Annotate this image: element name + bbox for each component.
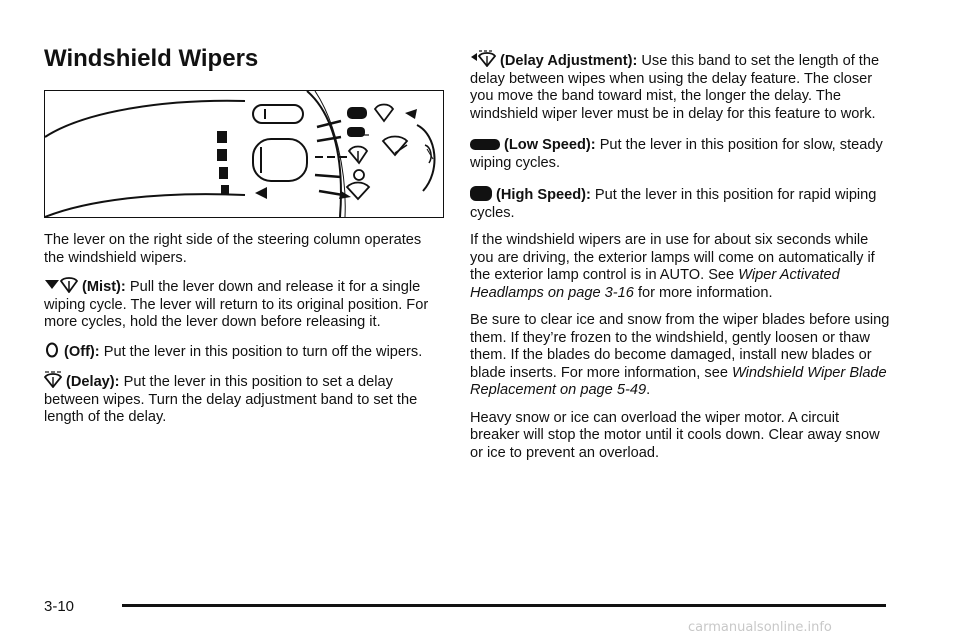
delay-text: Put the lever in this position to set a delay between wipes. Turn the delay adjustment band to set the length of the delay.	[44, 374, 418, 425]
high-speed-label: (High Speed):	[496, 187, 591, 203]
delay-adjust-icon	[470, 50, 496, 67]
ice-snow-paragraph	[470, 312, 890, 400]
delay-wiper-icon	[44, 371, 62, 388]
high-speed-text: Put the lever in this position for rapid wiping cycles.	[470, 187, 877, 221]
delay-adjustment-text: Use this band to set the length of the delay between wipes when using the delay feature. The closer you move the band toward mist, the longer the delay. The windshield wiper lever must be in delay for this feature to work.	[470, 53, 880, 122]
delay-adjustment-paragraph	[470, 50, 890, 123]
delay-paragraph	[44, 371, 444, 427]
auto-headlamps-paragraph	[470, 232, 890, 302]
delay-label: (Delay):	[66, 374, 120, 390]
low-speed-text: Put the lever in this position for slow, steady wiping cycles.	[470, 137, 883, 171]
high-speed-paragraph	[470, 186, 890, 222]
overload-paragraph: Heavy snow or ice can overload the wiper motor. A circuit breaker will stop the motor until it cools down. Clear away snow or ice to prevent an overload.	[470, 409, 880, 461]
low-speed-bar-icon	[470, 138, 500, 151]
off-circle-icon	[44, 342, 60, 358]
mist-label: (Mist):	[82, 279, 126, 295]
off-label: (Off):	[64, 343, 100, 360]
wiper-lever-drawing	[45, 91, 443, 217]
off-paragraph	[44, 342, 444, 362]
auto-text-after: for more information.	[633, 284, 773, 301]
mist-paragraph	[44, 277, 444, 332]
ice-text-before: Be sure to clear ice and snow from the wiper blades before using them. If they’re frozen to the windshield, gently loosen or thaw them. If the blades do become damaged, install new blades or blade inserts. For more information, see	[470, 312, 890, 381]
right-column	[470, 50, 890, 472]
delay-adjustment-label: (Delay Adjustment):	[500, 53, 638, 69]
page-title: Windshield Wipers	[44, 45, 259, 72]
page-number: 3-10	[44, 598, 75, 615]
left-column	[44, 44, 444, 437]
auto-text-before: If the windshield wipers are in use for about six seconds while you are driving, the exterior lamps will come on automatically if the exterior lamp control is in AUTO. See	[470, 232, 875, 283]
low-speed-label: (Low Speed):	[504, 137, 596, 153]
blade-replacement-reference[interactable]: Windshield Wiper Blade Replacement on page 5-49	[470, 364, 887, 398]
low-speed-paragraph	[470, 137, 890, 172]
wiper-headlamps-reference[interactable]: Wiper Activated Headlamps on page 3-16	[470, 267, 840, 301]
wiper-lever-illustration	[44, 90, 444, 218]
off-text: Put the lever in this position to turn off the wipers.	[103, 343, 423, 360]
ice-text-after: .	[646, 382, 651, 398]
footer-rule	[122, 604, 886, 607]
high-speed-bar-icon	[470, 186, 492, 201]
intro-paragraph: The lever on the right side of the steering column operates the windshield wipers.	[44, 232, 422, 266]
watermark: carmanualsonline.info	[688, 620, 832, 635]
mist-text: Pull the lever down and release it for a single wiping cycle. The lever will return to its original position. For more cycles, hold the lever down before releasing it.	[44, 279, 429, 330]
mist-arrow-wiper-icon	[44, 277, 78, 293]
